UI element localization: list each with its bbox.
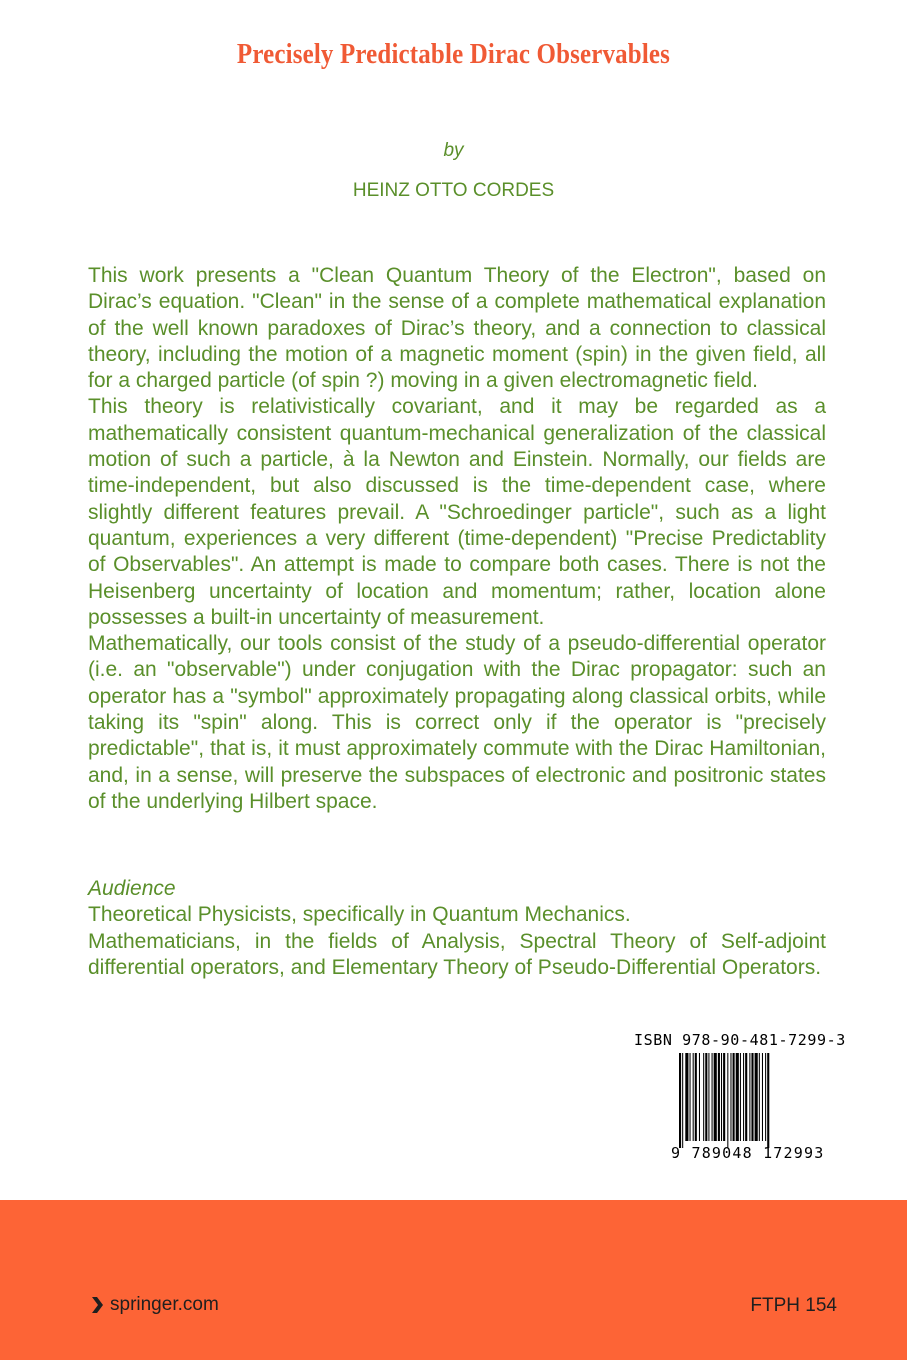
series-number: FTPH 154	[750, 1295, 837, 1316]
book-title: Precisely Predictable Dirac Observables	[236, 38, 671, 70]
description	[88, 263, 826, 815]
chevron-right-icon	[90, 1296, 104, 1314]
barcode-icon	[679, 1053, 809, 1148]
publisher-link[interactable]	[90, 1294, 219, 1316]
description-paragraph: Mathematically, our tools consist of the study of a pseudo-differential operator (i.e. an "observable") under conjugation with the Dirac propagator: such an operator has a "symbol" approximately propagating along classical orbits, while taking its "spin" along. This is correct only if the operator is "precisely predictable", that is, it must approximately commute with the Dirac Hamiltonian, and, in a sense, will preserve the subspaces of electronic and positronic states of the underlying Hilbert space.	[88, 632, 826, 813]
audience-line: Mathematicians, in the fields of Analysis, Spectral Theory of Self-adjoint differential operators, and Elementary Theory of Pseudo-Differential Operators.	[88, 929, 826, 979]
isbn-label: ISBN 978-90-481-7299-3	[634, 1031, 846, 1049]
audience-heading: Audience	[88, 877, 176, 900]
publisher-label: springer.com	[110, 1294, 219, 1315]
author-name: HEINZ OTTO CORDES	[352, 180, 555, 201]
by-label: by	[443, 140, 464, 161]
description-paragraph: This work presents a "Clean Quantum Theory of the Electron", based on Dirac’s equation. "Clean" in the sense of a complete mathematical explanation of the well known paradoxes of Dirac’s theory, and a connection to classical theory, including the motion of a magnetic moment (spin) in the given field, all for a charged particle (of spin ?) moving in a given electromagnetic field.	[88, 264, 826, 393]
description-paragraph: This theory is relativistically covariant, and it may be regarded as a mathematically consistent quantum-mechanical generalization of the classical motion of such a particle, à la Newton and Einstein. Normally, our fields are time-independent, but also discussed is the time-dependent case, where slightly different features prevail. A "Schroedinger particle", such as a light quantum, experiences a very different (time-dependent) "Precise Predictablity of Observables". An attempt is made to compare both cases. There is not the Heisenberg uncertainty of location and momentum; rather, location alone possesses a built-in uncertainty of measurement.	[88, 395, 826, 629]
audience-section	[88, 876, 826, 981]
barcode-digits: 9 789048 172993	[671, 1144, 825, 1162]
audience-line: Theoretical Physicists, specifically in Quantum Mechanics.	[88, 903, 631, 927]
footer-band	[0, 1200, 907, 1360]
